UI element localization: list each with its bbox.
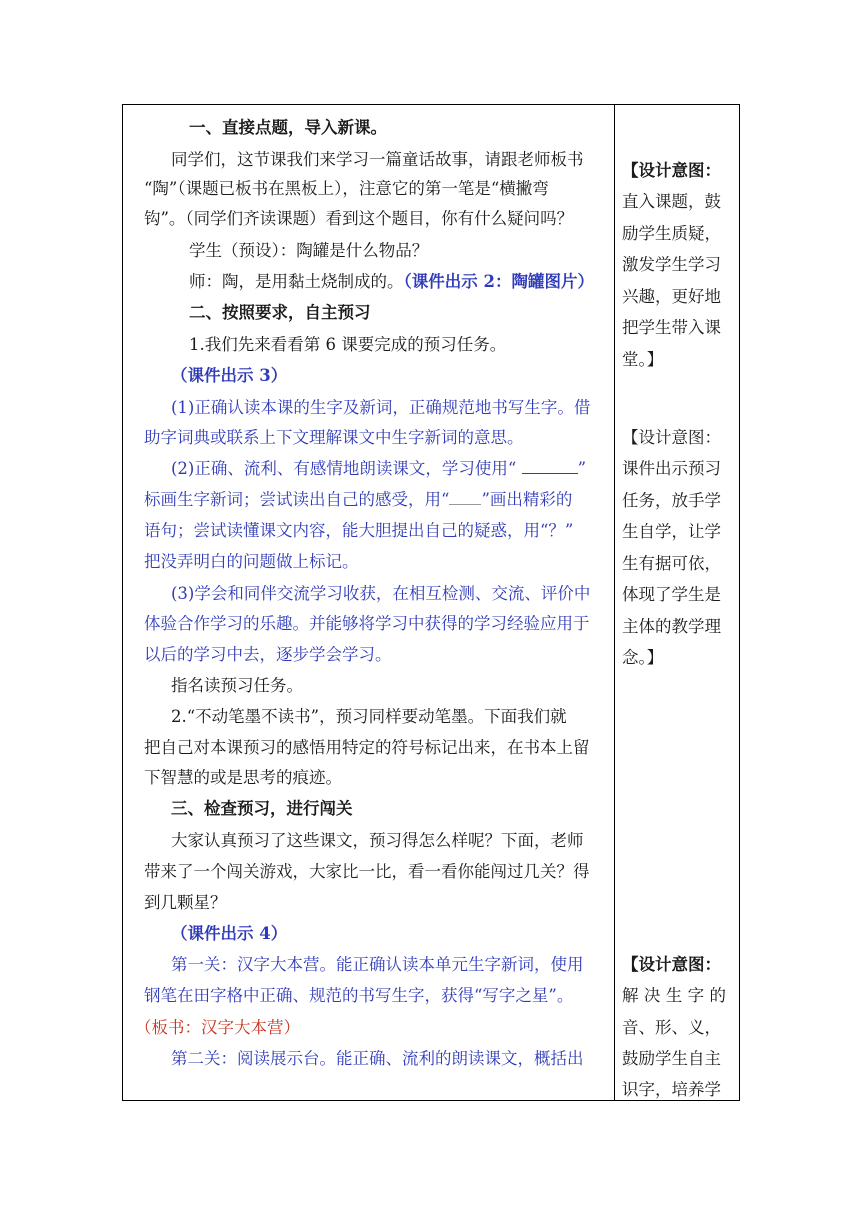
student-answer: 学生（预设）：陶罐是什么物品？ xyxy=(189,241,429,260)
task-2-line-1: 2.“不动笔墨不读书”，预习同样要动笔墨。下面我们就 xyxy=(171,707,567,726)
task-2-line-2: 把自己对本课预习的感悟用特定的符号标记出来，在书本上留 xyxy=(144,738,590,757)
requirement-3-line-3: 以后的学习中去，逐步学会学习。 xyxy=(144,645,392,664)
level-2-line-1: 第二关：阅读展示台。能正确、流利的朗读课文，概括出 xyxy=(171,1049,584,1068)
req2-text-b-end: ”画出精彩的 xyxy=(481,490,573,509)
paragraph-1-line-2: “陶”（课题已板书在黑板上），注意它的第一笔是“横撇弯 xyxy=(144,179,549,198)
section-1-title: 一、直接点题，导入新课。 xyxy=(189,118,387,137)
design-note-1-line-6: 把学生带入课 xyxy=(622,318,721,337)
courseware-cue-2: （课件出示 2：陶罐图片） xyxy=(403,272,594,291)
design-note-2-line-1: 【设计意图： xyxy=(622,428,721,447)
paragraph-1-line-1: 同学们，这节课我们来学习一篇童话故事，请跟老师板书 xyxy=(171,150,584,169)
design-note-3-line-4: 鼓励学生自主 xyxy=(622,1049,721,1068)
requirement-2-line-3: 语句；尝试读懂课文内容，能大胆提出自己的疑惑，用“？” xyxy=(144,521,574,540)
paragraph-3-line-2: 带来了一个闯关游戏，大家比一比，看一看你能闯过几关？得 xyxy=(144,862,590,881)
design-note-2-line-5: 生有据可依， xyxy=(622,554,721,573)
req2-text-a: (2)正确、流利、有感情地朗读课文，学习使用“ xyxy=(171,459,517,478)
teacher-text: 师：陶，是用黏土烧制成的。 xyxy=(189,272,404,291)
lesson-plan-table xyxy=(122,104,740,1101)
paragraph-3-line-1: 大家认真预习了这些课文，预习得怎么样呢？下面，老师 xyxy=(171,831,584,850)
design-note-1-line-2: 直入课题，鼓 xyxy=(622,192,721,211)
requirement-1-line-1: (1)正确认读本课的生字及新词，正确规范地书写生字。借 xyxy=(171,398,591,417)
courseware-cue-4: （课件出示 4） xyxy=(171,924,288,943)
design-note-2-line-3: 任务，放手学 xyxy=(622,491,721,510)
design-note-3-line-2: 解决生字的 xyxy=(622,986,726,1005)
teacher-line xyxy=(189,272,594,292)
paragraph-1-line-3: 钩”。（同学们齐读课题）看到这个题目，你有什么疑问吗？ xyxy=(144,209,574,228)
task-2-line-3: 下智慧的或是思考的痕迹。 xyxy=(144,768,342,787)
column-divider xyxy=(614,105,615,1100)
wavy-line-mark xyxy=(449,492,481,505)
design-note-2-line-8: 念。】 xyxy=(622,648,664,667)
requirement-3-line-2: 体验合作学习的乐趣。并能够将学习中获得的学习经验应用于 xyxy=(144,614,590,633)
requirement-2-line-4: 把没弄明白的问题做上标记。 xyxy=(144,552,359,571)
design-note-1-line-7: 堂。】 xyxy=(622,350,664,369)
design-note-1-line-1: 【设计意图： xyxy=(622,161,721,180)
side-column xyxy=(616,105,739,1100)
requirement-1-line-2: 助字词典或联系上下文理解课文中生字新词的意思。 xyxy=(144,428,524,447)
underline-mark xyxy=(522,461,578,474)
design-note-1-line-3: 励学生质疑， xyxy=(622,224,721,243)
requirement-2-line-1 xyxy=(171,459,586,479)
read-task: 指名读预习任务。 xyxy=(171,676,303,695)
design-note-2-line-4: 生自学，让学 xyxy=(622,522,721,541)
requirement-2-line-2 xyxy=(144,490,572,510)
design-note-3-line-3: 音、形、义， xyxy=(622,1018,721,1037)
level-1-line-1: 第一关：汉字大本营。能正确认读本单元生字新词，使用 xyxy=(171,955,584,974)
design-note-1-line-4: 激发学生学习 xyxy=(622,255,721,274)
level-1-line-2: 钢笔在田字格中正确、规范的书写生字，获得“写字之星”。 xyxy=(144,986,574,1005)
main-column xyxy=(123,105,614,1100)
requirement-3-line-1: (3)学会和同伴交流学习收获，在相互检测、交流、评价中 xyxy=(171,584,591,603)
task-1: 1.我们先来看看第 6 课要完成的预习任务。 xyxy=(189,335,507,354)
design-note-2-line-7: 主体的教学理 xyxy=(622,617,721,636)
board-note: （板书：汉字大本营） xyxy=(135,1018,300,1037)
design-note-3-line-5: 识字，培养学 xyxy=(622,1080,721,1099)
section-3-title: 三、检查预习，进行闯关 xyxy=(171,799,353,818)
req2-text-a-end: ” xyxy=(577,459,586,478)
section-2-title: 二、按照要求，自主预习 xyxy=(189,303,371,322)
courseware-cue-3: （课件出示 3） xyxy=(171,366,288,385)
req2-text-b: 标画生字新词；尝试读出自己的感受，用“ xyxy=(144,490,450,509)
design-note-1-line-5: 兴趣，更好地 xyxy=(622,287,721,306)
paragraph-3-line-3: 到几颗星？ xyxy=(144,893,227,912)
design-note-2-line-2: 课件出示预习 xyxy=(622,459,721,478)
design-note-2-line-6: 体现了学生是 xyxy=(622,585,721,604)
design-note-3-line-1: 【设计意图： xyxy=(622,955,721,974)
